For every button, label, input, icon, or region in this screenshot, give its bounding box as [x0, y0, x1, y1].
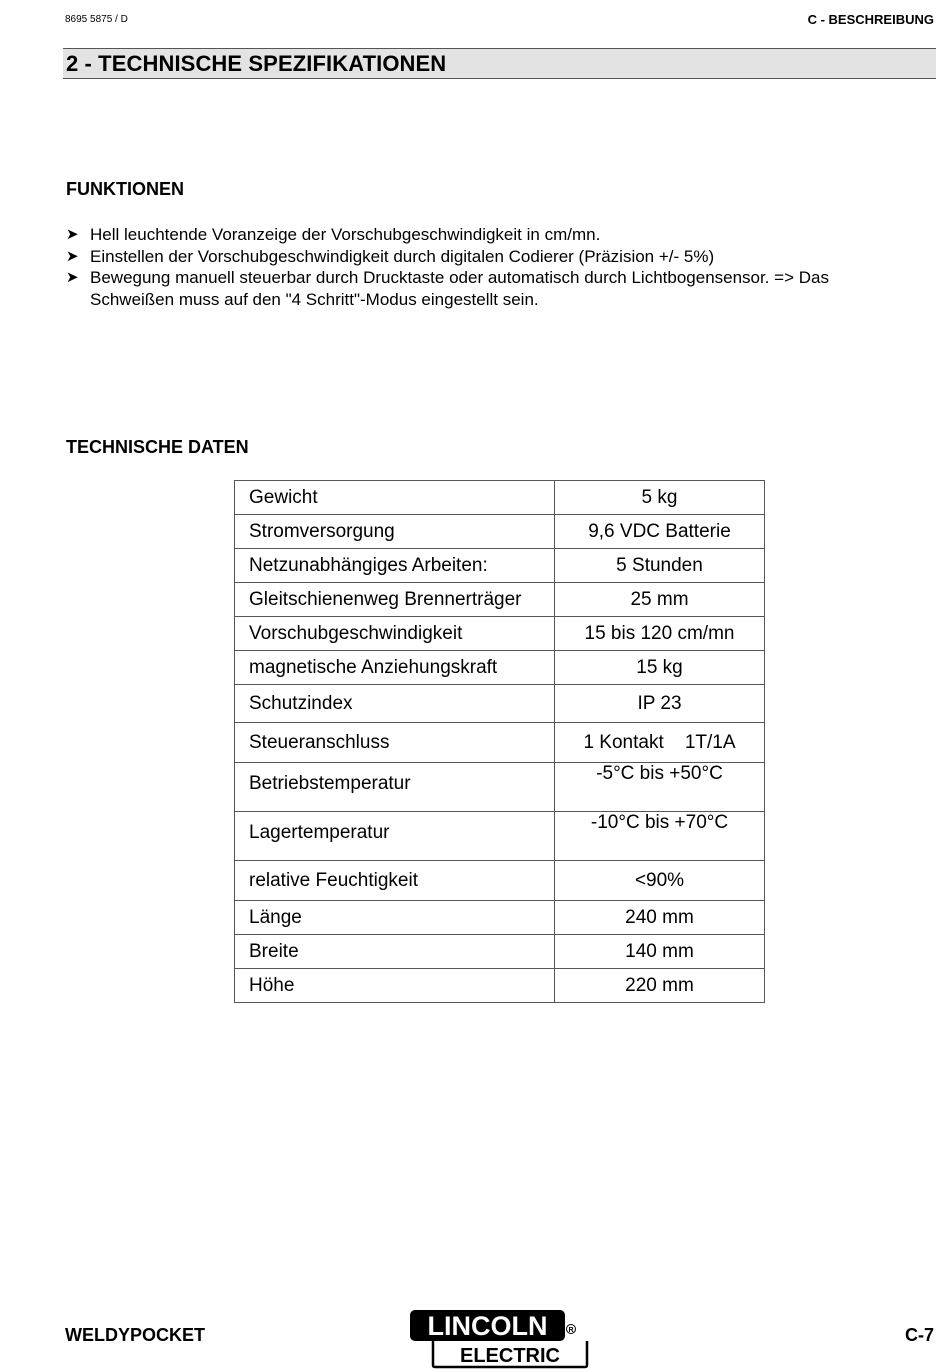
spec-label: magnetische Anziehungskraft [235, 651, 555, 685]
feature-text: Einstellen der Vorschubgeschwindigkeit durch digitalen Codierer (Präzision +/- 5%) [90, 246, 715, 266]
section-title: C - BESCHREIBUNG [807, 12, 934, 27]
technical-data-table [234, 480, 765, 1003]
document-number: 8695 5875 / D [65, 14, 128, 25]
table-row [235, 723, 765, 763]
spec-label: Netzunabhängiges Arbeiten: [235, 549, 555, 583]
spec-value: 15 kg [555, 651, 765, 685]
table-row [235, 861, 765, 901]
logo-text-electric: ELECTRIC [460, 1345, 560, 1367]
logo-text-lincoln: LINCOLN [427, 1311, 548, 1341]
table-row [235, 617, 765, 651]
arrow-bullet-icon: ➤ [66, 269, 79, 286]
spec-label: relative Feuchtigkeit [235, 861, 555, 901]
spec-label: Gleitschienenweg Brennerträger [235, 583, 555, 617]
spec-label: Gewicht [235, 481, 555, 515]
chapter-header-bar [63, 48, 936, 79]
arrow-bullet-icon: ➤ [66, 226, 79, 243]
table-row [235, 685, 765, 723]
technical-data-heading: TECHNISCHE DATEN [66, 437, 249, 457]
spec-label: Stromversorgung [235, 515, 555, 549]
table-row [235, 969, 765, 1003]
page-number: C-7 [904, 1325, 934, 1345]
spec-value: 140 mm [555, 935, 765, 969]
spec-value: 5 kg [555, 481, 765, 515]
spec-label: Betriebstemperatur [235, 763, 555, 812]
feature-item [66, 246, 916, 268]
spec-value: 5 Stunden [555, 549, 765, 583]
spec-value: <90% [555, 861, 765, 901]
lincoln-electric-logo [409, 1309, 589, 1369]
spec-label: Vorschubgeschwindigkeit [235, 617, 555, 651]
spec-value: -10°C bis +70°C [555, 812, 765, 861]
table-row [235, 812, 765, 861]
spec-value: 1 Kontakt 1T/1A [555, 723, 765, 763]
product-name: WELDYPOCKET [65, 1325, 206, 1345]
spec-value: -5°C bis +50°C [555, 763, 765, 812]
spec-value: 9,6 VDC Batterie [555, 515, 765, 549]
feature-item [66, 267, 916, 310]
spec-label: Steueranschluss [235, 723, 555, 763]
spec-label: Länge [235, 901, 555, 935]
table-row [235, 515, 765, 549]
spec-value: 25 mm [555, 583, 765, 617]
table-row [235, 651, 765, 685]
table-row [235, 901, 765, 935]
spec-label: Höhe [235, 969, 555, 1003]
spec-value: 220 mm [555, 969, 765, 1003]
feature-text: Bewegung manuell steuerbar durch Drucktaste oder automatisch durch Lichtbogensensor. => Das Schweißen muss auf den "4 Schritt"-Modus eingestellt sein. [90, 268, 829, 309]
feature-item [66, 224, 916, 246]
spec-label: Schutzindex [235, 685, 555, 723]
table-row [235, 549, 765, 583]
table-row [235, 481, 765, 515]
feature-text: Hell leuchtende Voranzeige der Vorschubgeschwindigkeit in cm/mn. [90, 225, 601, 244]
registered-mark-icon: R [568, 1327, 574, 1334]
features-heading: FUNKTIONEN [66, 179, 184, 199]
features-list [66, 224, 916, 310]
table-row [235, 763, 765, 812]
table-row [235, 583, 765, 617]
table-row [235, 935, 765, 969]
spec-label: Lagertemperatur [235, 812, 555, 861]
spec-value: IP 23 [555, 685, 765, 723]
spec-label: Breite [235, 935, 555, 969]
chapter-title: 2 - TECHNISCHE SPEZIFIKATIONEN [66, 51, 447, 76]
spec-value: 15 bis 120 cm/mn [555, 617, 765, 651]
spec-value: 240 mm [555, 901, 765, 935]
arrow-bullet-icon: ➤ [66, 247, 79, 265]
